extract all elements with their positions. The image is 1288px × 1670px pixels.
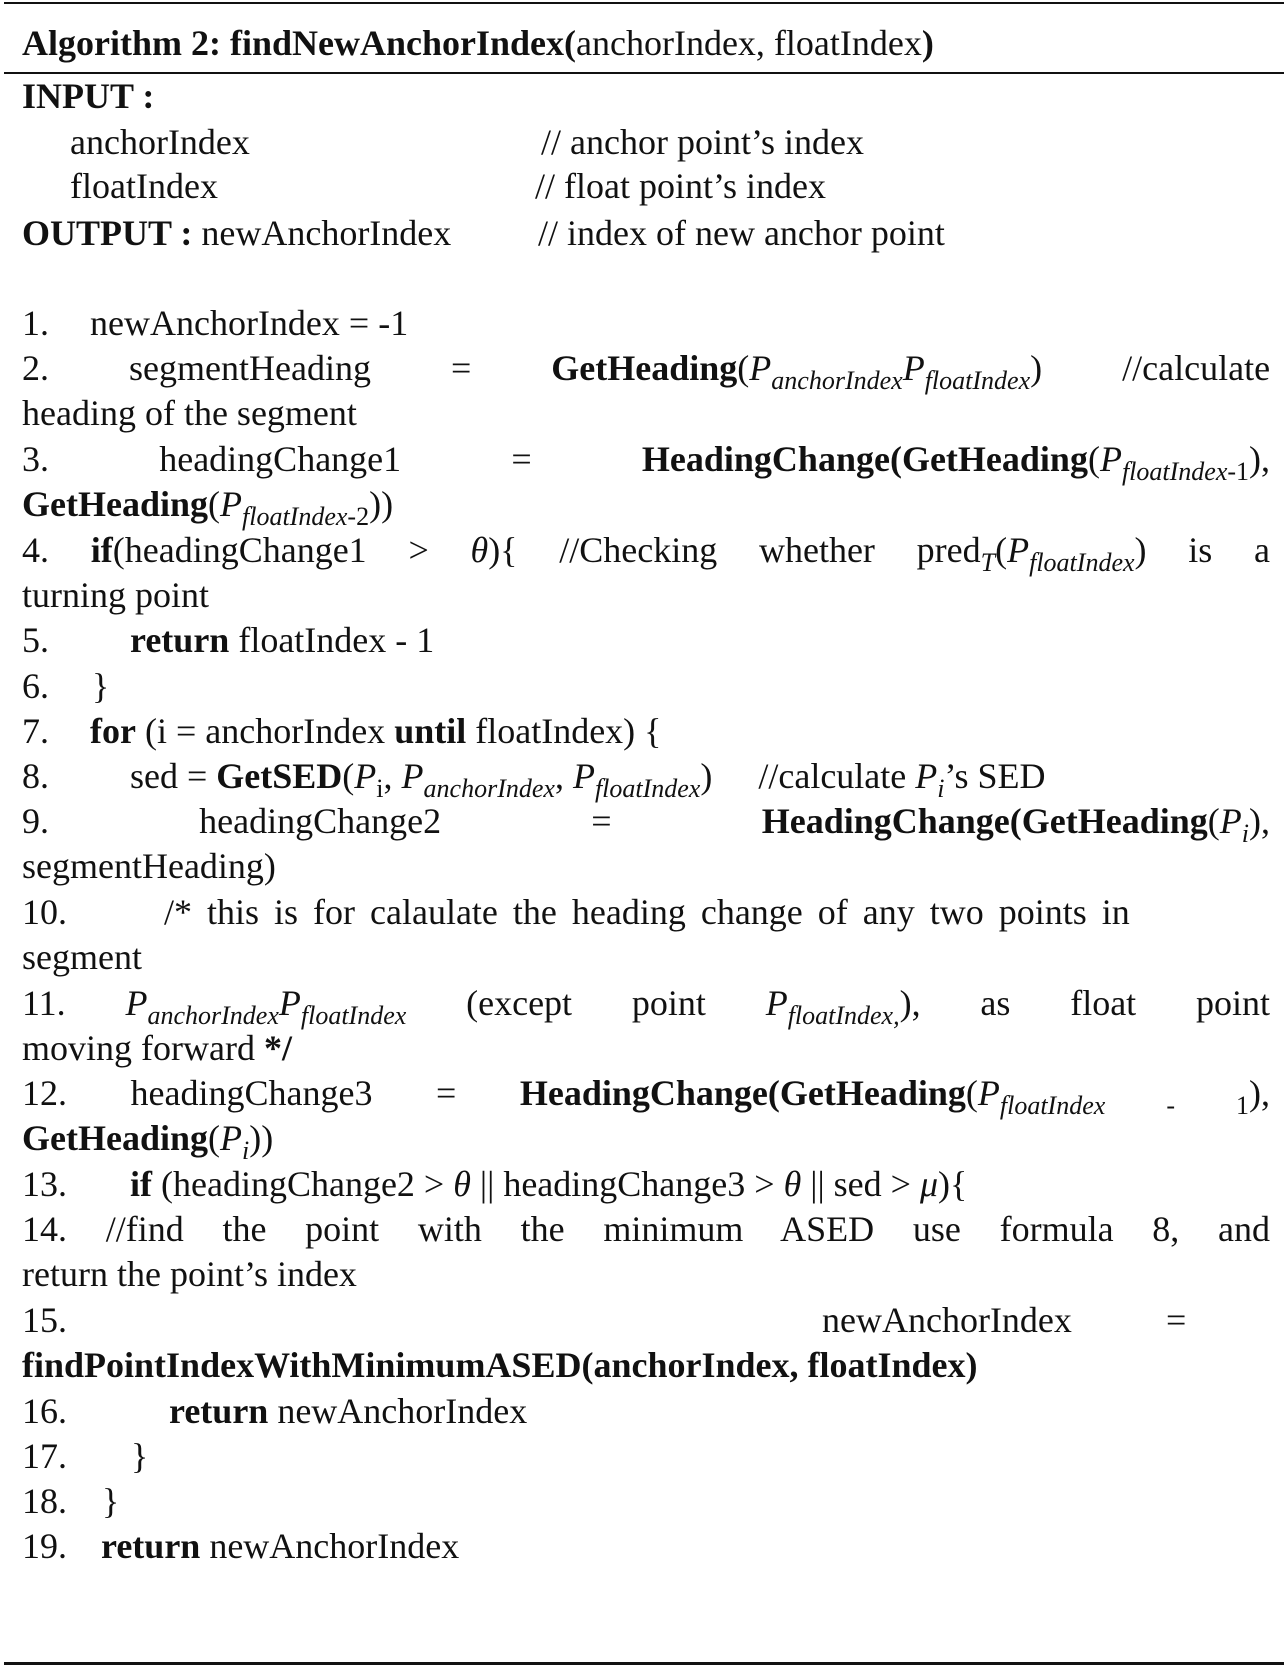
paren-open: (: [995, 530, 1008, 570]
comma: ,: [1261, 439, 1271, 479]
comma: ,: [554, 756, 564, 796]
code-text: (headingChange1 >: [112, 530, 471, 570]
point-symbol: P: [749, 348, 772, 388]
line-number: 18.: [22, 1481, 67, 1521]
comment: (except point: [466, 983, 706, 1023]
theta-symbol: θ: [783, 1164, 802, 1204]
paren-close: ): [1030, 348, 1043, 388]
subscript: i: [376, 774, 384, 803]
fn-getheading: GetHeading: [901, 439, 1088, 479]
point-symbol: P: [278, 983, 301, 1023]
code-text: (i = anchorIndex: [144, 711, 386, 751]
output-comment: // index of new anchor point: [538, 213, 945, 253]
code-line: [22, 1164, 1270, 1204]
code-text: newAnchorIndex = -1: [90, 303, 409, 343]
paren-open: (: [737, 348, 750, 388]
comment: segment: [22, 937, 142, 977]
code-line: [22, 439, 1271, 486]
equals: =: [436, 1073, 457, 1113]
input-label-line: [22, 76, 1270, 116]
code-line-cont: [22, 484, 1270, 531]
code-line: [22, 1391, 1270, 1431]
input-name: anchorIndex: [70, 122, 250, 162]
paren-open: (: [1207, 801, 1220, 841]
code-line: [22, 666, 1270, 706]
line-number: 6.: [22, 666, 49, 706]
code-line: [22, 1300, 1270, 1340]
subscript: floatIndex,: [787, 1001, 900, 1030]
line-number: 12.: [22, 1073, 67, 1113]
keyword-if: if: [90, 530, 113, 570]
code-line: [22, 530, 1271, 577]
code-text: ){: [488, 530, 518, 570]
paren-open: (: [889, 439, 902, 479]
code-text: headingChange1: [159, 439, 402, 479]
output-row: [22, 213, 1270, 253]
line-number: 15.: [22, 1300, 67, 1340]
paren-open: (: [208, 484, 220, 524]
output-label: OUTPUT :: [22, 213, 193, 253]
mu-symbol: μ: [919, 1164, 939, 1204]
line-number: 4.: [22, 530, 49, 570]
code-line: [22, 801, 1270, 848]
keyword-return: return: [101, 1526, 201, 1566]
keyword-until: until: [394, 711, 467, 751]
line-number: 16.: [22, 1391, 67, 1431]
code-line: [22, 1436, 1270, 1476]
input-comment: // anchor point’s index: [541, 122, 864, 162]
paren-close: ): [1249, 801, 1261, 841]
paren-open: (: [208, 1118, 220, 1158]
comment: //calculate: [758, 756, 907, 796]
code-text: (headingChange2 >: [161, 1164, 445, 1204]
comma: ,: [383, 756, 393, 796]
paren-close: ): [921, 23, 934, 63]
subscript: floatIndex-: [242, 502, 357, 531]
fn-getheading: GetHeading: [551, 348, 738, 388]
subscript: 1: [1236, 457, 1250, 486]
comment: //find the point with the minimum ASED use formula 8, and: [105, 1209, 1270, 1249]
code-text: sed =: [130, 756, 208, 796]
comment: //calculate: [1122, 348, 1271, 388]
paren-close: ): [700, 756, 713, 796]
subscript: floatIndex: [594, 774, 701, 803]
comment: ), as float point: [899, 983, 1270, 1023]
code-line: [22, 1526, 1270, 1566]
bottom-rule: [4, 1662, 1284, 1665]
fn-getheading: GetHeading: [22, 484, 208, 524]
comment: turning point: [22, 575, 209, 615]
paren-open: (: [965, 1073, 978, 1113]
comment: //Checking whether pred: [559, 530, 981, 570]
point-symbol: P: [765, 983, 788, 1023]
keyword-for: for: [90, 711, 136, 751]
code-text: || headingChange3 >: [479, 1164, 775, 1204]
code-line-cont: [22, 393, 1270, 433]
input-row: [22, 166, 1270, 206]
input-label: INPUT :: [22, 76, 155, 116]
code-text: headingChange3: [130, 1073, 373, 1113]
fn-headingchange: HeadingChange: [641, 439, 890, 479]
fn-getsed: GetSED: [216, 756, 343, 796]
paren-open: (: [564, 23, 577, 63]
subscript: i: [937, 774, 945, 803]
brace: }: [92, 666, 110, 706]
line-number: 1.: [22, 303, 49, 343]
code-line: [22, 620, 1270, 660]
code-line: [22, 892, 1270, 932]
code-text: || sed >: [810, 1164, 911, 1204]
input-comment: // float point’s index: [535, 166, 826, 206]
subscript: - 1: [1105, 1091, 1250, 1120]
point-symbol: P: [572, 756, 595, 796]
output-name: newAnchorIndex: [201, 213, 452, 253]
paren-open: (: [767, 1073, 780, 1113]
paren-close: ): [1249, 1073, 1262, 1113]
code-line: [22, 1481, 1270, 1521]
comment: ) is a: [1134, 530, 1271, 570]
code-text: floatIndex) {: [475, 711, 662, 751]
line-number: 3.: [22, 439, 49, 479]
line-number: 10.: [22, 892, 67, 932]
equals: =: [591, 801, 612, 841]
line-number: 11.: [22, 983, 66, 1023]
keyword-return: return: [130, 620, 230, 660]
paren-open: (: [342, 756, 355, 796]
theta-symbol: θ: [470, 530, 489, 570]
comment-close: */: [263, 1028, 292, 1068]
subscript: i: [242, 1136, 250, 1165]
code-text: segmentHeading): [22, 846, 276, 886]
subscript: 2: [356, 502, 370, 531]
fn-headingchange: HeadingChange: [761, 801, 1010, 841]
comma: ,: [1261, 1073, 1271, 1113]
paren-close: )): [249, 1118, 274, 1158]
algorithm-title: [22, 23, 1270, 63]
code-line-cont: [22, 1028, 1270, 1068]
algorithm-params: anchorIndex, floatIndex: [576, 23, 922, 63]
line-number: 13.: [22, 1164, 67, 1204]
code-text: newAnchorIndex: [277, 1391, 528, 1431]
line-number: 8.: [22, 756, 49, 796]
comment: heading of the segment: [22, 393, 357, 433]
code-line-cont: [22, 1254, 1270, 1294]
theta-symbol: θ: [453, 1164, 471, 1204]
brace: }: [102, 1481, 120, 1521]
comment: return the point’s index: [22, 1254, 357, 1294]
fn-getheading: GetHeading: [1021, 801, 1208, 841]
paren-open: (: [1009, 801, 1022, 841]
comment: /* this is for calaulate the heading change of any two points in: [164, 892, 1130, 932]
line-number: 5.: [22, 620, 49, 660]
code-line: [22, 348, 1271, 395]
keyword-if: if: [130, 1164, 152, 1204]
subscript: T: [980, 548, 996, 577]
code-line-cont: [22, 846, 1270, 886]
algorithm-name: findNewAnchorIndex: [229, 23, 565, 63]
code-line-cont: [22, 575, 1270, 615]
point-symbol: P: [220, 484, 242, 524]
top-rule: [4, 2, 1284, 4]
paren-close: )): [369, 484, 394, 524]
code-line-cont: [22, 1345, 1270, 1385]
fn-headingchange: HeadingChange: [519, 1073, 768, 1113]
subscript: anchorIndex: [771, 366, 903, 395]
code-line: [22, 756, 1270, 803]
code-line: [22, 1209, 1270, 1249]
brace: }: [131, 1436, 149, 1476]
code-text: headingChange2: [199, 801, 442, 841]
line-number: 19.: [22, 1526, 67, 1566]
comma: ,: [1261, 801, 1270, 841]
subscript: floatIndex: [300, 1001, 407, 1030]
point-symbol: P: [902, 348, 925, 388]
fn-getheading: GetHeading: [779, 1073, 966, 1113]
equals: =: [1166, 1300, 1187, 1340]
subscript: floatIndex: [924, 366, 1031, 395]
input-row: [22, 122, 1270, 162]
comment: moving forward: [22, 1028, 255, 1068]
equals: =: [511, 439, 532, 479]
point-symbol: P: [125, 983, 148, 1023]
point-symbol: P: [1007, 530, 1030, 570]
paren-open: (: [1087, 439, 1100, 479]
subscript: anchorIndex: [423, 774, 555, 803]
code-text: floatIndex - 1: [238, 620, 435, 660]
point-symbol: P: [220, 1118, 242, 1158]
fn-findpointindex: findPointIndexWithMinimumASED(anchorIndex, floatIndex): [22, 1345, 978, 1385]
code-text: segmentHeading: [129, 348, 371, 388]
code-line-cont: [22, 1118, 1270, 1165]
code-line: [22, 1073, 1271, 1120]
code-text: ){: [938, 1164, 968, 1204]
code-line-cont: [22, 937, 1270, 977]
line-number: 17.: [22, 1436, 67, 1476]
code-line: [22, 983, 1270, 1030]
subscript: anchorIndex: [147, 1001, 279, 1030]
subscript: floatIndex-: [1121, 457, 1237, 486]
subscript: floatIndex: [999, 1091, 1106, 1120]
algorithm-label: Algorithm 2:: [22, 23, 221, 63]
subscript: floatIndex: [1029, 548, 1135, 577]
title-rule: [4, 72, 1284, 74]
code-line: [22, 303, 1270, 343]
line-number: 9.: [22, 801, 49, 841]
code-line: [22, 711, 1270, 751]
subscript: i: [1241, 819, 1249, 848]
point-symbol: P: [401, 756, 424, 796]
keyword-return: return: [169, 1391, 269, 1431]
line-number: 7.: [22, 711, 49, 751]
point-symbol: P: [977, 1073, 1000, 1113]
point-symbol: P: [1219, 801, 1242, 841]
line-number: 14.: [22, 1209, 67, 1249]
equals: =: [450, 348, 472, 388]
line-number: 2.: [22, 348, 49, 388]
point-symbol: P: [354, 756, 377, 796]
comment: ’s SED: [944, 756, 1046, 796]
fn-getheading: GetHeading: [22, 1118, 208, 1158]
point-symbol: P: [1099, 439, 1122, 479]
code-text: newAnchorIndex: [822, 1300, 1072, 1340]
point-symbol: P: [915, 756, 938, 796]
paren-close: ): [1249, 439, 1262, 479]
input-name: floatIndex: [70, 166, 218, 206]
code-text: newAnchorIndex: [209, 1526, 460, 1566]
